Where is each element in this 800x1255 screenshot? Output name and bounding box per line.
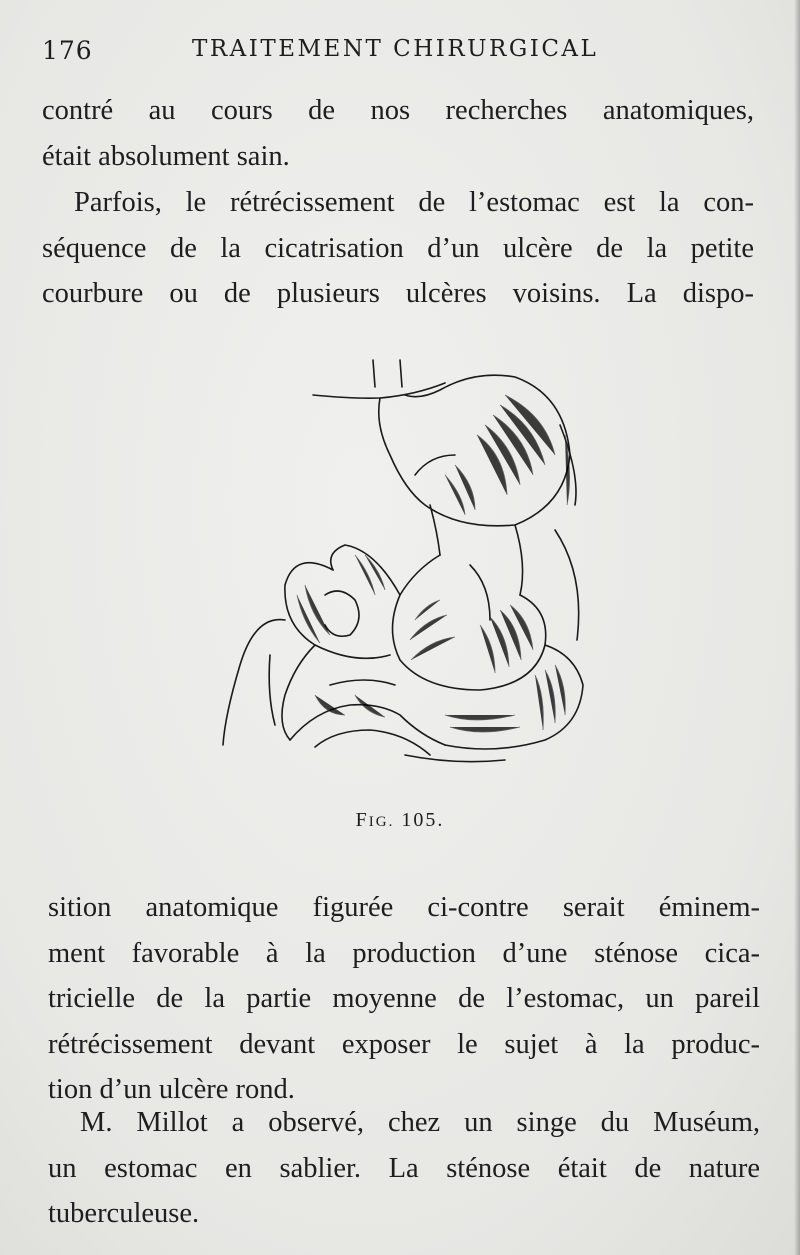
text-line: courbure ou de plusieurs ulcères voisins. La dispo- — [42, 278, 754, 309]
page-number: 176 — [42, 36, 93, 65]
running-head: TRAITEMENT CHIRURGICAL — [192, 36, 599, 62]
text-line: séquence de la cicatrisation d’un ulcère de la petite — [42, 232, 754, 264]
figure-caption — [0, 809, 800, 832]
paragraph-3 — [48, 885, 760, 1113]
text-line: sition anatomique figurée ci-contre serait éminem- — [48, 892, 760, 923]
paragraph-4 — [48, 1100, 760, 1237]
text-line: était absolument sain. — [42, 140, 290, 172]
stomach-engraving-illustration — [215, 355, 590, 775]
text-line: ment favorable à la production d’une sténose cica- — [48, 937, 760, 969]
page-header — [42, 30, 762, 70]
text-line: tion d’un ulcère rond. — [48, 1074, 295, 1105]
caption-number: 105. — [394, 809, 445, 831]
text-line: M. Millot a observé, chez un singe du Muséum, — [80, 1107, 760, 1138]
caption-prefix: F — [355, 809, 369, 831]
paragraph-2 — [42, 180, 754, 317]
text-line: contré au cours de nos recherches anatomiques, — [42, 95, 754, 126]
caption-smallcaps: IG. — [368, 814, 395, 830]
text-line: tricielle de la partie moyenne de l’estomac, un pareil — [48, 983, 760, 1014]
text-line: rétrécissement devant exposer le sujet à la produc- — [48, 1028, 760, 1060]
page-edge-shadow — [794, 0, 800, 1255]
paragraph-1 — [42, 88, 754, 179]
text-line: un estomac en sablier. La sténose était de nature — [48, 1152, 760, 1184]
text-line: tuberculeuse. — [48, 1198, 200, 1229]
text-line: Parfois, le rétrécissement de l’estomac est la con- — [74, 187, 754, 218]
